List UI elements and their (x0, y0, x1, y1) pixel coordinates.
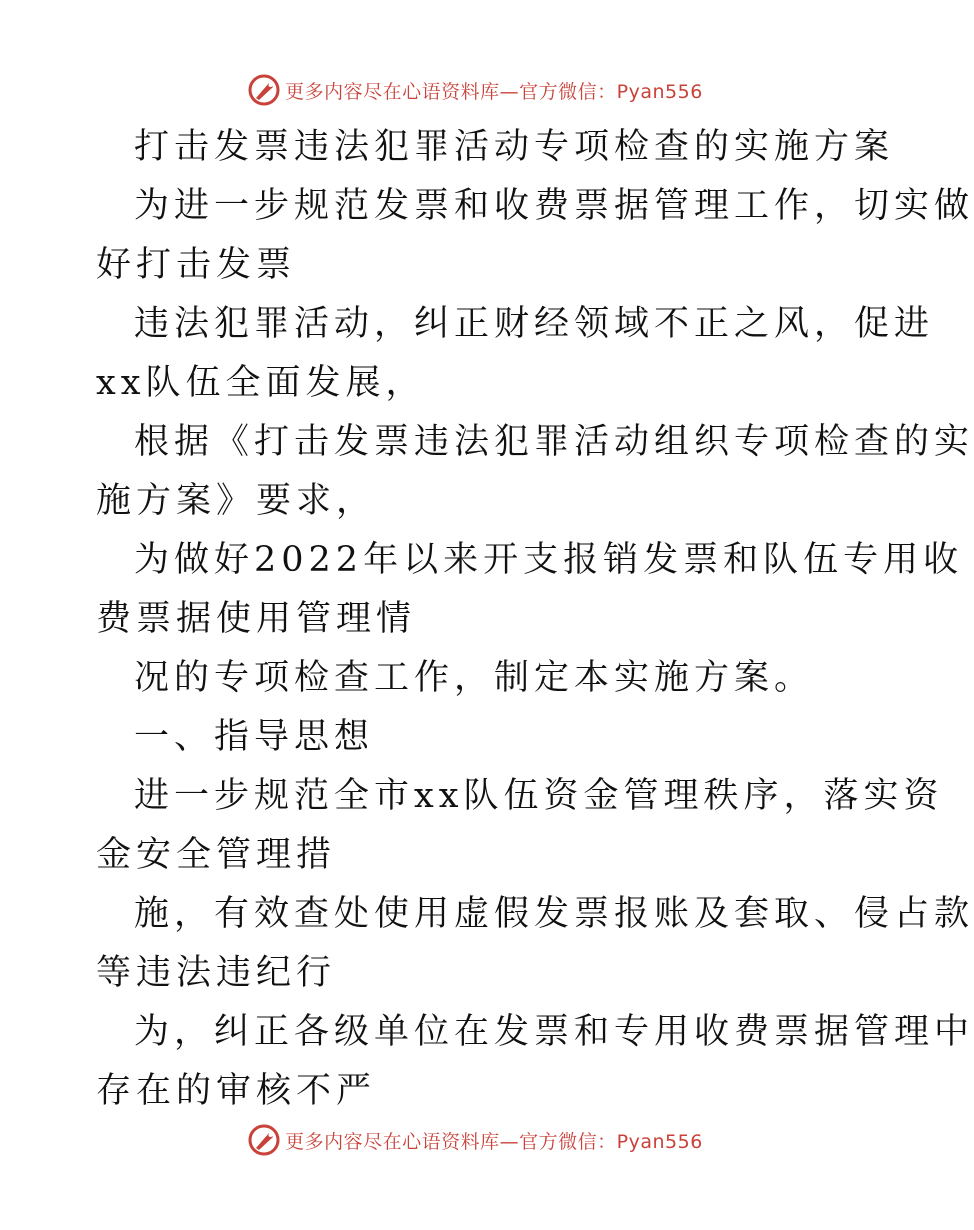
text-line: 根据《打击发票违法犯罪活动组织专项检查的实 (134, 422, 974, 462)
pen-nib-logo-icon (247, 1123, 281, 1157)
text-line: 为，纠正各级单位在发票和专用收费票据管理中 (134, 1012, 974, 1052)
text-line: 等违法违纪行 (96, 953, 337, 993)
footer-watermark (0, 1120, 950, 1160)
text-line: 为做好2022年以来开支报销发票和队伍专用收 (134, 540, 964, 580)
text-line: 况的专项检查工作，制定本实施方案。 (134, 658, 815, 698)
text-line: 进一步规范全市xx队伍资金管理秩序，落实资 (134, 776, 944, 816)
text-line: 违法犯罪活动，纠正财经领域不正之风，促进 (134, 304, 935, 344)
document-body (96, 118, 974, 1121)
text-line: 金安全管理措 (96, 835, 337, 875)
header-watermark (0, 70, 950, 110)
text-line: 施方案》要求， (96, 481, 377, 521)
text-line: 存在的审核不严 (96, 1071, 377, 1111)
text-line: 打击发票违法犯罪活动专项检查的实施方案 (134, 127, 895, 167)
text-line: 施，有效查处使用虚假发票报账及套取、侵占款 (134, 894, 974, 934)
text-line: 为进一步规范发票和收费票据管理工作，切实做 (134, 186, 974, 226)
text-line: 好打击发票 (96, 245, 297, 285)
text-line: xx队伍全面发展， (96, 363, 426, 403)
pen-nib-logo-icon (247, 73, 281, 107)
watermark-text: 更多内容尽在心语资料库—官方微信：Pyan556 (285, 1130, 703, 1153)
text-line: 费票据使用管理情 (96, 599, 417, 639)
watermark-text: 更多内容尽在心语资料库—官方微信：Pyan556 (285, 80, 703, 103)
text-line: 一、指导思想 (134, 717, 375, 757)
